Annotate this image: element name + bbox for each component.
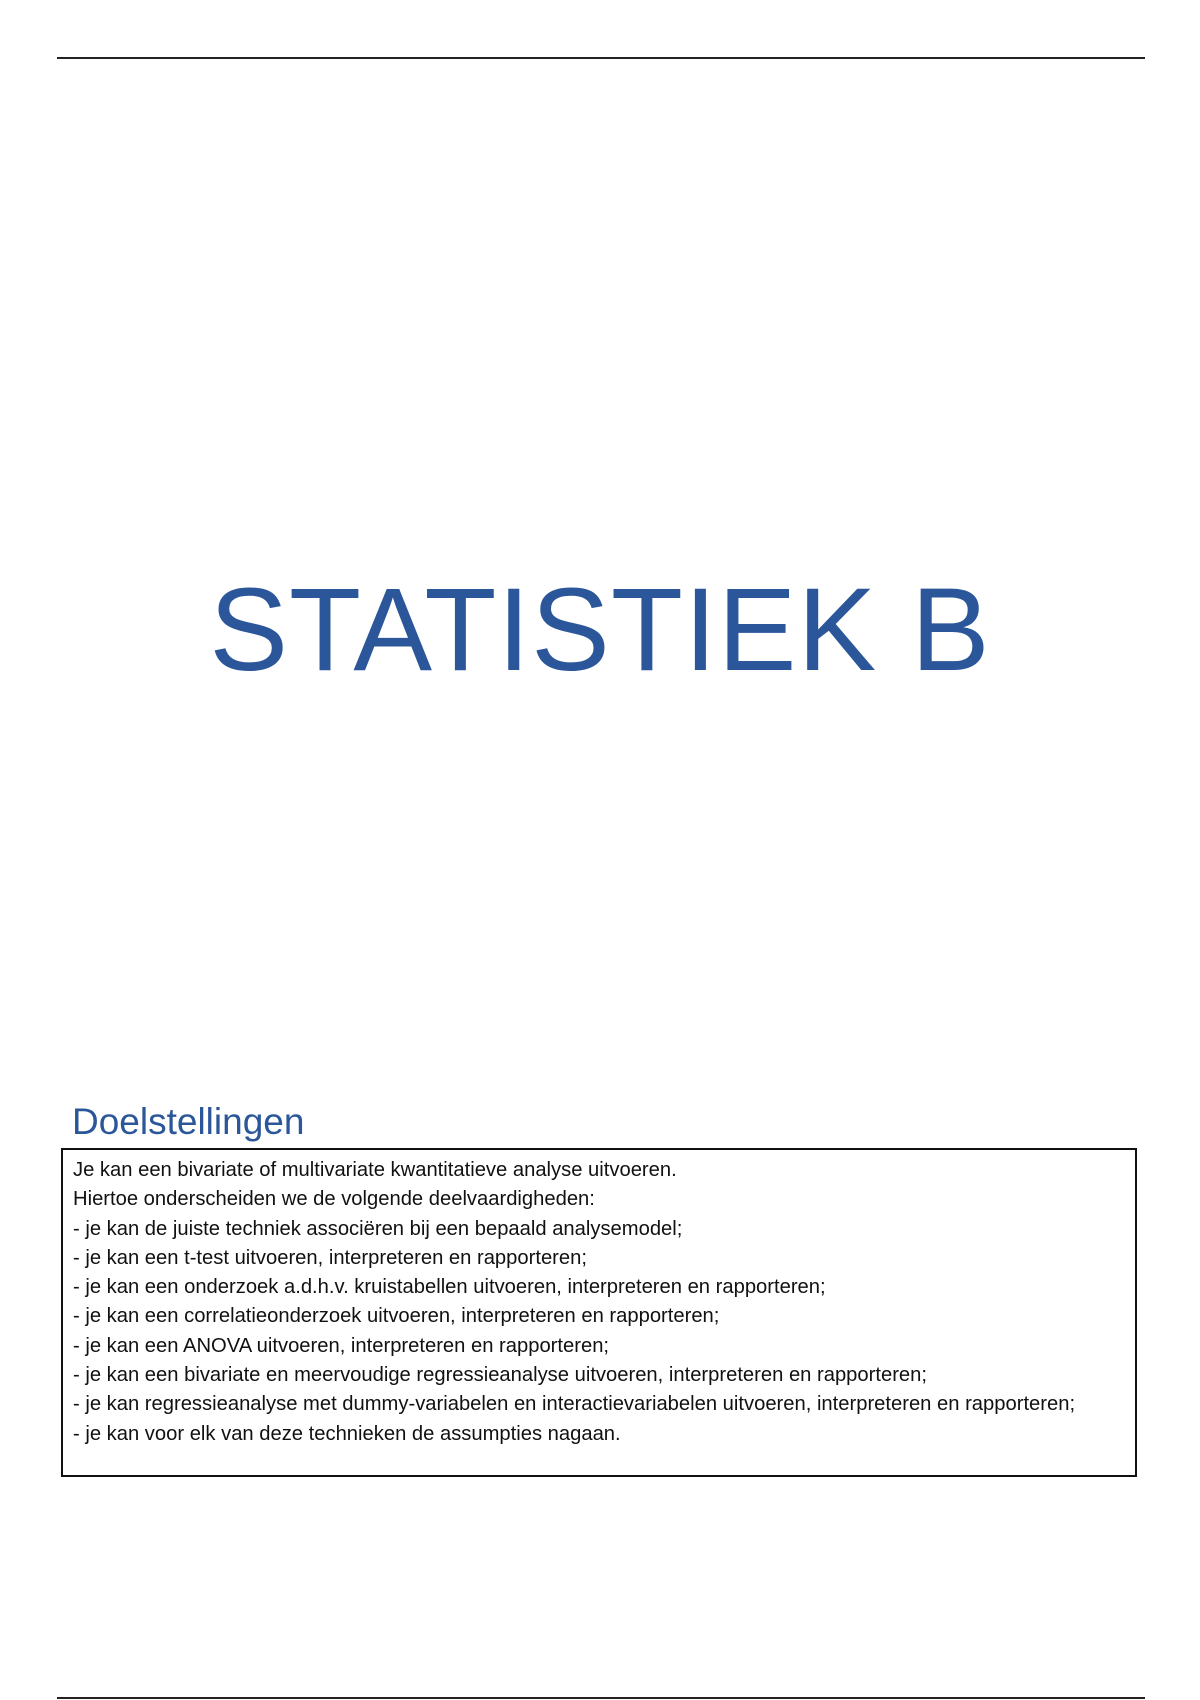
- goal-item: - je kan een ANOVA uitvoeren, interpreteren en rapporteren;: [73, 1334, 610, 1357]
- goal-item: - je kan de juiste techniek associëren bij een bepaald analysemodel;: [73, 1217, 683, 1240]
- goal-item: - je kan een bivariate en meervoudige regressieanalyse uitvoeren, interpreteren en rapporteren;: [73, 1364, 927, 1387]
- section-heading: Doelstellingen: [72, 1101, 305, 1142]
- goal-item: - je kan een t-test uitvoeren, interpreteren en rapporteren;: [73, 1246, 587, 1269]
- goals-box: [61, 1148, 1137, 1477]
- goal-item: - je kan regressieanalyse met dummy-variabelen en interactievariabelen uitvoeren, interpreteren en rapporteren;: [73, 1393, 1076, 1416]
- goal-item: - je kan een onderzoek a.d.h.v. kruistabellen uitvoeren, interpreteren en rapporteren;: [73, 1276, 826, 1299]
- bottom-rule: [57, 1697, 1145, 1699]
- goals-intro-line: Hiertoe onderscheiden we de volgende deelvaardigheden:: [73, 1188, 595, 1211]
- goals-list: [73, 1215, 1125, 1449]
- document-title: STATISTIEK B: [209, 564, 991, 696]
- goal-item: - je kan een correlatieonderzoek uitvoeren, interpreteren en rapporteren;: [73, 1305, 720, 1328]
- goal-item: - je kan voor elk van deze technieken de assumpties nagaan.: [73, 1422, 621, 1445]
- goals-intro-line: Je kan een bivariate of multivariate kwantitatieve analyse uitvoeren.: [73, 1159, 677, 1181]
- top-rule: [57, 57, 1145, 59]
